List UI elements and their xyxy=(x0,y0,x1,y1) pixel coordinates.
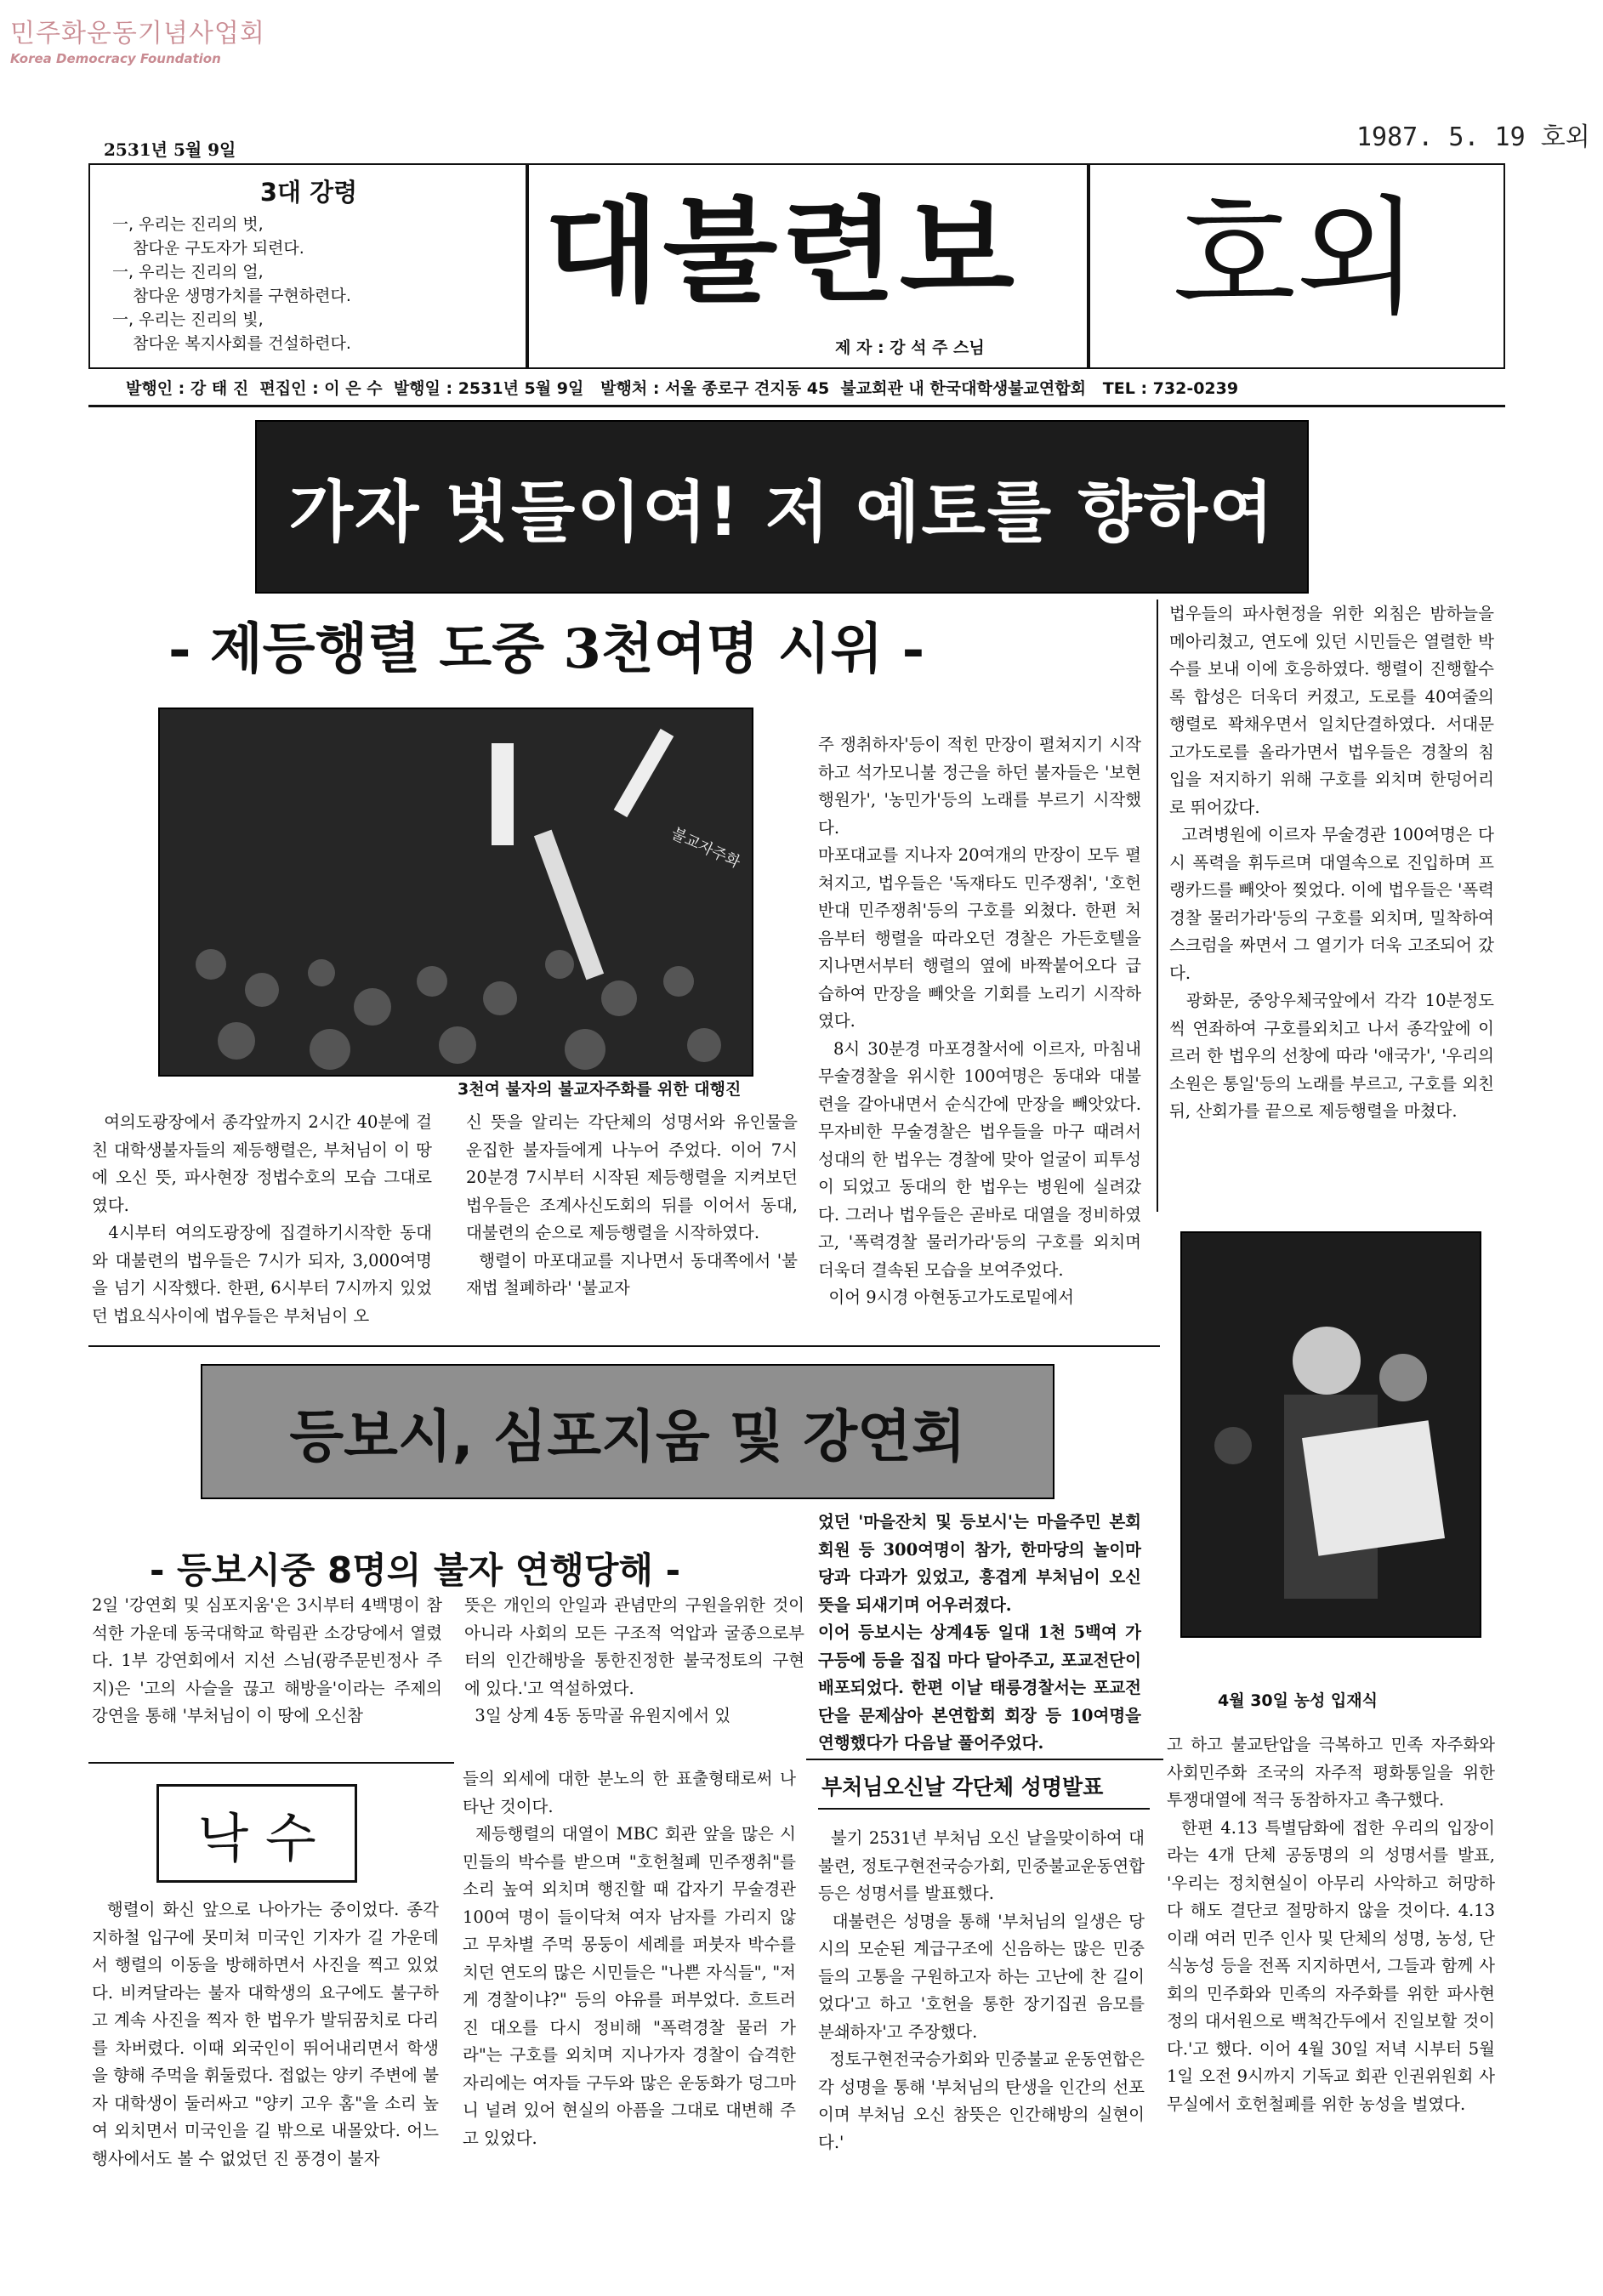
extra-box xyxy=(1087,163,1505,369)
banner-lantern-offering: 등보시, 심포지움 및 강연회 xyxy=(201,1364,1054,1499)
parade-crowd-image xyxy=(160,709,752,1075)
principle-1: 一, 우리는 진리의 벗, 참다운 구도자가 되련다. xyxy=(112,215,304,258)
article2-col2: 뜻은 개인의 안일과 관념만의 구원을위한 것이 아니라 사회의 모든 구조적 억압과 굴종으로부터의 인간해방을 통한진정한 불국정토의 구현에 있다.'고 역설하였다. 3일 상계 4동 동막골 유원지에서 있 xyxy=(464,1595,804,1725)
article2-col1: 2일 '강연회 및 심포지움'은 3시부터 4백명이 참석한 가운데 동국대학교 학림관 소강당에서 열렸다. 1부 강연회에서 지선 스님(광주문빈정사 주지)은 '고의 사슬을 끊고 해방을'이라는 주제의 강연을 통해 '부처님이 이 땅에 오신참 xyxy=(92,1595,448,1725)
divider-naksu xyxy=(88,1762,454,1764)
sit-in-image xyxy=(1182,1233,1480,1636)
handwritten-date: 1987. 5. 19 호외 xyxy=(1356,122,1590,152)
principle-2: 一, 우리는 진리의 얼, 참다운 생명가치를 구현하련다. xyxy=(112,263,351,305)
watermark-kr: 민주화운동기념사업회 xyxy=(10,19,265,48)
statements-headline: 부처님오신날 각단체 성명발표 xyxy=(821,1775,1104,1799)
statements-body: 불기 2531년 부처님 오신 날을맞이하여 대불련, 정토구현전국승가회, 민중불교운동연합 등은 성명서를 발표했다. 대불련은 성명을 통해 '부처님의 일생은 당시의 모순된 계급구조에 신음하는 많은 민중들의 고통을 구원하고자 하는 고난에 찬 길이었다'고 하고 '호헌을 통한 장기집권 음모를 분쇄하자'고 주장했다. 정토구현전국승가회와 민중불교 운동연합은 각 성명을 통해 '부처님의 탄생을 인간의 선포이며 부처님 오신 참뜻은 인간해방의 실현이다.' xyxy=(818,1828,1145,2152)
extra-label: 호외 xyxy=(1173,185,1419,332)
photo-parade xyxy=(158,708,753,1077)
naksu-title: 낙 수 xyxy=(197,1806,316,1869)
publisher-divider xyxy=(88,405,1505,407)
divider-statements xyxy=(806,1759,1163,1760)
article1-col3: 주 쟁취하자'등이 적힌 만장이 펼쳐지기 시작하고 석가모니불 정근을 하던 불자들은 '보현행원가', '농민가'등의 노래를 부르기 시작했다. 마포대교를 지나자 20여개의 만장이 모두 펼쳐지고, 법우들은 '독재타도 민주쟁취', '호헌반대 민주쟁취'등의 구호를 외쳤다. 한편 처음부터 행렬을 따라오던 경찰은 가든호텔을 지나면서부터 행렬의 옆에 바짝붙어오다 급습하여 만장을 빼앗을 기회를 노리기 시작하였다. 8시 30분경 마포경찰서에 이르자, 마침내 무술경찰을 위시한 100여명은 동대와 대불련을 갈아내면서 순식간에 만장을 빼앗았다. 무자비한 무술경찰은 법우들을 마구 때려서 성대의 한 법우는 경찰에 맞아 얼굴이 피투성이 되었고 동대의 한 법우는 병원에 실려갔다. 그러나 법우들은 곧바로 대열을 정비하였고, '폭력경찰 물러가라'등의 구호를 외치며 더욱더 결속된 모습을 보여주었다. 이어 9시경 아현동고가도로밑에서 xyxy=(818,735,1141,1307)
principles-box xyxy=(88,163,529,369)
masthead-box xyxy=(526,163,1090,369)
col-divider-1 xyxy=(1157,600,1158,1212)
principle-3: 一, 우리는 진리의 빛, 참다운 복지사회를 건설하련다. xyxy=(112,310,351,353)
article1-col2: 신 뜻을 알리는 각단체의 성명서와 유인물을 운집한 불자들에게 나누어 주었다. 이어 7시 20분경 7시부터 시작된 제등행렬을 지켜보던 법우들은 조계사신도회의 뒤를 이어서 동대, 대불련의 순으로 제등행렬을 시작하였다. 행렬이 마포대교를 지나면서 동대쪽에서 '불재법 철폐하라' '불교자 xyxy=(466,1112,798,1298)
article1-col1: 여의도광장에서 종각앞까지 2시간 40분에 걸친 대학생불자들의 제등행렬은, 부처님이 이 땅에 오신 뜻, 파사현장 정법수호의 모습 그대로였다. 4시부터 여의도광장에 집결하기시작한 동대와 대불련의 법우들은 7시가 되자, 3,000여명을 넘기 시작했다. 한편, 6시부터 7시까지 있었던 법요식사이에 법우들은 부처님이 오 xyxy=(92,1112,432,1326)
naksu-body: 행렬이 화신 앞으로 나아가는 중이었다. 종각 지하철 입구에 못미쳐 미국인 기자가 길 가운데서 행렬의 이동을 방해하면서 사진을 찍고 있었다. 비켜달라는 불자 대학생의 요구에도 불구하고 계속 사진을 찍자 한 법우가 발뒤꿈치로 다리를 차버렸다. 이때 외국인이 뛰어내리면서 학생을 향해 주먹을 휘둘렀다. 접없는 양키 주변에 불자 대학생이 둘러싸고 "양키 고우 홈"을 소리 높여 외치면서 미국인을 길 밖으로 내몰았다. 어느 행사에서도 볼 수 없었던 진 풍경이 불자 xyxy=(92,1900,445,2168)
masthead-title: 대불련보 xyxy=(544,185,1018,318)
photo-sit-in-caption: 4월 30일 농성 입재식 xyxy=(1218,1691,1378,1710)
article3: 들의 외세에 대한 분노의 한 표출형태로써 나타난 것이다. 제등행렬의 대열이 MBC 회관 앞을 많은 시민들의 박수를 받으며 "호헌철폐 민주쟁취"를 소리 높여 외치며 행진할 때 갑자기 무술경관 100여 명이 들이닥쳐 여자 남자를 가리지 않고 무차별 주먹 몽둥이 세례를 퍼붓자 박수를 치던 연도의 많은 시민들은 "나쁜 자식들", "저게 경찰이냐?" 등의 야유를 퍼부었다. 흐트러진 대오를 다시 정비해 "폭력경찰 물러 가라"는 구호를 외치며 지나가자 경찰이 습격한 자리에는 여자들 구두와 많은 운동화가 덩그마니 널려 있어 현실의 아픔을 그대로 대변해 주고 있었다. xyxy=(463,1769,796,2148)
naksu-title-box xyxy=(156,1784,357,1883)
banner-march: 가자 벗들이여! 저 예토를 향하여 xyxy=(255,420,1309,594)
publisher-line: 발행인 : 강 태 진 편집인 : 이 은 수 발행일 : 2531년 5월 9일 발행처 : 서울 종로구 견지동 45 불교회관 내 한국대학생불교연합회 TEL : 732-0239 xyxy=(126,379,1239,398)
article5: 고 하고 불교탄압을 극복하고 민족 자주화와 사회민주화 조국의 자주적 평화통일을 위한 투쟁대열에 적극 동참하자고 촉구했다. 한편 4.13 특별담화에 접한 우리의 입장이라는 4개 단체 공동명의 의 성명서를 발표, '우리는 정치현실이 아무리 사악하고 허망하다 해도 결단코 절망하지 않을 것이다. 4.13 이래 여러 민주 인사 및 단체의 성명, 농성, 단식농성 등을 전폭 지지하면서, 그들과 함께 사회의 민주화와 민족의 자주화를 위한 파사현정의 대서원으로 백척간두에서 진일보할 것이다.'고 했다. 이어 4월 30일 저녁 시부터 5월 1일 오전 9시까지 기독교 회관 인권위원회 사무실에서 호헌철폐를 위한 농성을 벌였다. xyxy=(1167,1735,1495,2114)
watermark-logo xyxy=(10,12,265,71)
photo-sit-in xyxy=(1180,1231,1481,1638)
watermark-en: Korea Democracy Foundation xyxy=(10,51,221,66)
article2-col3: 었던 '마을잔치 및 등보시'는 마을주민 본회회원 등 300여명이 참가, 한마당의 놀이마당과 다과가 있었고, 흥겹게 부처님이 오신 뜻을 되새기며 어우러졌다. 이어 등보시는 상계4동 일대 1천 5백여 가구등에 등을 집집 마다 달아주고, 포교전단이 배포되었다. 한편 이날 태릉경찰서는 포교전단을 문제삼아 본연합회 회장 등 10여명을 연행했다가 다음날 풀어주었다. xyxy=(818,1512,1141,1753)
principles-title: 3대 강령 xyxy=(259,178,358,207)
headline-arrests: - 등보시중 8명의 불자 연행당해 - xyxy=(150,1549,681,1591)
masthead-calligrapher: 제 자 : 강 석 주 스님 xyxy=(835,338,985,357)
issue-date: 2531년 5월 9일 xyxy=(104,139,236,160)
svg-text:불교자주화: 불교자주화 xyxy=(668,824,743,872)
article1-col4: 법우들의 파사현정을 위한 외침은 밤하늘을 메아리쳤고, 연도에 있던 시민들은 열렬한 박수를 보내 이에 호응하였다. 행렬이 진행할수록 합성은 더욱더 커졌고, 도로를 40여줄의 행렬로 꽉채우면서 일치단결하였다. 서대문고가도로를 올라가면서 법우들은 경찰의 침입을 저지하기 위해 구호를 외치며 한덩어리로 뛰어갔다. 고려병원에 이르자 무술경관 100여명은 다시 폭력을 휘두르며 대열속으로 진입하며 프랭카드를 빼앗아 찢었다. 이에 법우들은 '폭력경찰 물러가라'등의 구호를 외치며, 밀착하여 스크럼을 짜면서 그 열기가 더욱 고조되어 갔다. 광화문, 중앙우체국앞에서 각각 10분정도씩 연좌하여 구호를외치고 나서 종각앞에 이르러 한 법우의 선창에 따라 '애국가', '우리의 소원은 통일'등의 노래를 부르고, 구호를 외친뒤, 산회가를 끝으로 제등행렬을 마쳤다. xyxy=(1169,604,1494,1121)
headline-lantern-parade: - 제등행렬 도중 3천여명 시위 - xyxy=(168,617,925,681)
section-divider xyxy=(88,1345,1160,1347)
photo-parade-caption: 3천여 불자의 불교자주화를 위한 대행진 xyxy=(458,1080,742,1099)
statements-underline xyxy=(818,1808,1150,1810)
